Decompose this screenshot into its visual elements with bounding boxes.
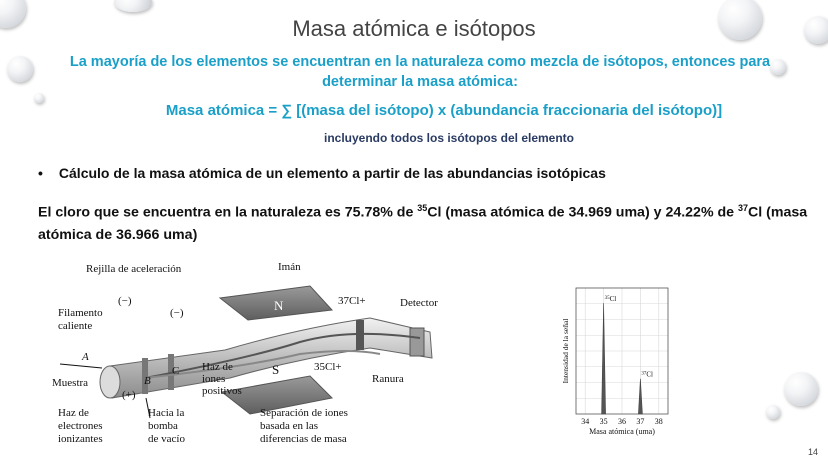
decorative-drop [114, 0, 152, 12]
x-tick-label: 35 [599, 417, 608, 426]
label-haz-electrones-3: ionizantes [58, 433, 103, 445]
label-haz-electrones-2: electrones [58, 420, 103, 432]
spectrum-peak [638, 379, 642, 414]
label-plus: (+) [122, 389, 136, 401]
label-b: B [144, 375, 151, 387]
label-filamento: Filamento [58, 307, 103, 319]
formula-text: Masa atómica = ∑ [(masa del isótopo) x (abundancia fraccionaria del isótopo)] [165, 102, 723, 119]
para-part-1: El cloro que se encuentra en la naturaleza es 75.78% de [38, 204, 418, 221]
para-part-3: Cl (masa atómica de 36.966 uma) [38, 204, 808, 243]
x-tick-label: 36 [618, 417, 626, 426]
bullet-item [38, 165, 606, 181]
label-south: S [272, 362, 280, 377]
label-filamento-2: caliente [58, 320, 93, 332]
label-detector: Detector [400, 297, 438, 309]
label-cl35: 35Cl+ [314, 361, 342, 373]
label-ranura: Ranura [372, 373, 404, 385]
peak-label: $^{37}$Cl [641, 370, 654, 379]
bullet-dot: • [38, 165, 43, 181]
isotope-37-sup: 37 [738, 203, 749, 213]
decorative-drop [784, 372, 818, 406]
label-haz-3: positivos [202, 385, 242, 397]
detector-block [410, 328, 424, 356]
label-minus-2: (−) [170, 307, 184, 319]
label-separacion-1: Separación de iones [260, 407, 348, 419]
intro-text: La mayoría de los elementos se encuentran en la naturaleza como mezcla de isótopos, entonces para determinar la masa atómica: [69, 54, 771, 90]
x-tick-label: 38 [654, 417, 663, 426]
x-tick-label: 34 [581, 417, 590, 426]
label-separacion-3: diferencias de masa [260, 433, 347, 445]
chlorine-paragraph [38, 197, 828, 246]
label-haz-electrones-1: Haz de [58, 407, 89, 419]
slit [356, 320, 364, 350]
label-haz-2: iones [202, 373, 226, 385]
page-number: 14 [807, 447, 818, 457]
peak-label: $^{35}$Cl [604, 295, 617, 304]
label-separacion-2: basada en las [260, 420, 319, 432]
para-part-2: Cl (masa atómica de 34.969 uma) y 24.22% de [427, 204, 739, 221]
mass-spectrometer-diagram [50, 258, 520, 458]
label-haz-1: Haz de [202, 361, 233, 373]
label-minus-1: (−) [118, 295, 132, 307]
label-bomba-3: de vacío [148, 433, 185, 445]
x-tick-label: 37 [636, 417, 645, 426]
isotope-35-sup: 35 [417, 203, 428, 213]
label-c: C [172, 365, 180, 377]
decorative-drop [766, 405, 780, 419]
label-iman: Imán [278, 261, 301, 273]
x-axis-label: Masa atómica (uma) [589, 427, 655, 436]
tube-end [100, 366, 120, 398]
y-axis-label: Intensidad de la señal [561, 318, 570, 384]
label-rejilla: Rejilla de aceleración [86, 263, 182, 275]
decorative-drop [7, 56, 33, 82]
mass-spectrum-chart [548, 282, 678, 444]
label-cl37: 37Cl+ [338, 295, 366, 307]
label-bomba-2: bomba [148, 420, 178, 432]
formula-note: incluyendo todos los isótopos del elemento [323, 131, 575, 145]
label-muestra: Muestra [52, 377, 89, 389]
arrow-muestra [60, 364, 102, 368]
label-north: N [274, 298, 284, 313]
label-bomba-1: Hacia la [148, 407, 185, 419]
label-a: A [82, 351, 89, 363]
slide-title: Masa atómica e isótopos [292, 16, 536, 41]
bullet-text: Cálculo de la masa atómica de un elemento a partir de las abundancias isotópicas [58, 165, 606, 181]
